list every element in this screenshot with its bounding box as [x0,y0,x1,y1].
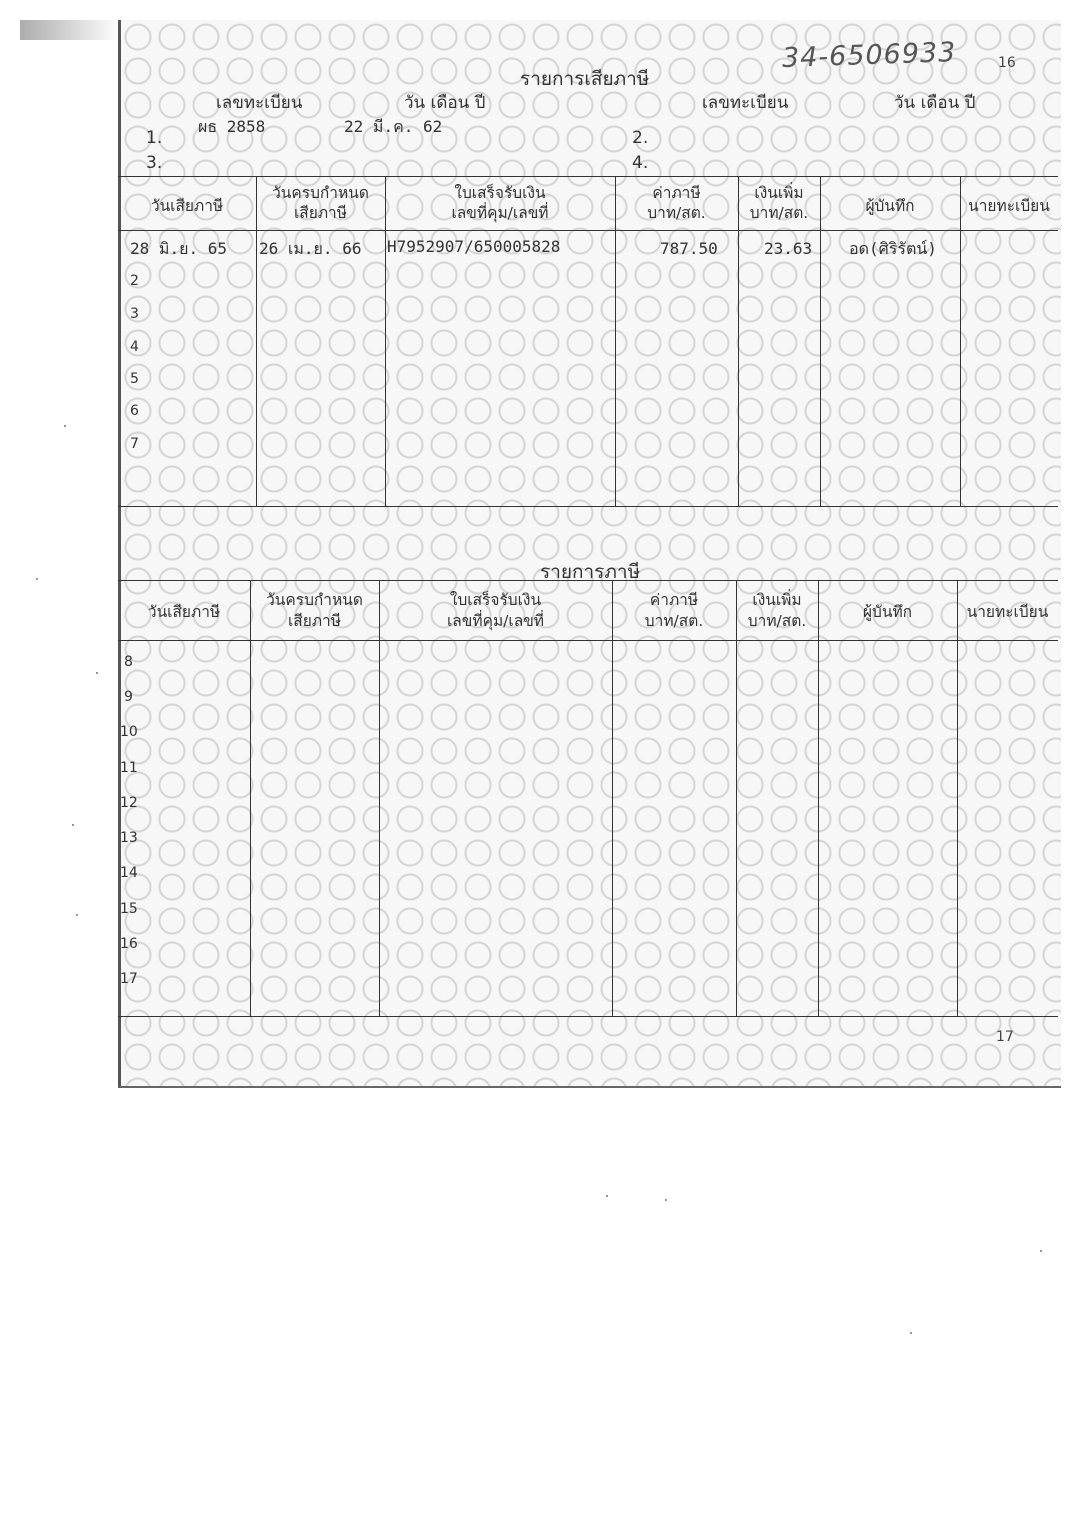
col-header-due-date-2: เสียภาษี [288,612,341,630]
section-title-tax-payments: รายการเสียภาษี [520,68,650,90]
reg-header-right: เลขทะเบียน [702,93,789,113]
registration-date: 22 มี.ค. 62 [344,117,443,136]
scan-speck [36,578,38,580]
tax-list-table [118,580,1058,1016]
scan-speck [606,1195,608,1197]
row1-surcharge: 23.63 [764,239,813,258]
row1-due-date: 26 เม.ย. 66 [259,239,362,258]
col-header-surcharge-1: เงินเพิ่ม [754,184,804,202]
page-number-bottom: 17 [996,1029,1014,1045]
col-header-due-date-2: เสียภาษี [294,204,347,222]
row1-tax-amount: 787.50 [660,239,718,258]
scan-shadow [20,20,120,40]
section-title-tax-list: รายการภาษี [540,561,641,583]
row-number: 6 [130,403,139,419]
col-header-tax-2: บาท/สต. [647,204,706,222]
col-header-receipt-2: เลขที่คุม/เลขที่ [451,204,549,222]
entry-index-4: 4. [632,153,649,173]
row1-recorder: อด(ศิริรัตน์) [849,239,937,258]
col-header-tax-2: บาท/สต. [644,612,704,630]
row-number: 11 [120,760,138,776]
tax-payment-table [118,176,1058,506]
col-header-tax-1: ค่าภาษี [652,184,701,202]
scan-speck [72,824,74,826]
row-number: 4 [130,339,139,355]
entry-index-2: 2. [632,128,649,148]
col-header-pay-date: วันเสียภาษี [147,603,221,621]
handwritten-number: 34-6506933 [781,36,957,75]
date-header-left: วัน เดือน ปี [404,93,486,113]
registration-plate: ผธ 2858 [198,117,266,136]
page-number-top: 16 [998,55,1016,71]
row-number: 7 [130,436,139,452]
col-header-due-date-1: วันครบกำหนด [266,591,363,609]
row1-receipt-number: H7952907/650005828 [387,237,561,256]
col-header-surcharge-2: บาท/สต. [747,612,807,630]
scan-speck [76,914,78,916]
row-number: 9 [124,689,133,705]
row-number: 3 [130,306,139,322]
col-header-surcharge-2: บาท/สต. [749,204,809,222]
col-header-pay-date: วันเสียภาษี [150,197,224,215]
entry-index-1: 1. [146,128,163,148]
row1-pay-date: 28 มิ.ย. 65 [130,239,227,258]
row-number: 12 [120,795,138,811]
col-header-surcharge-1: เงินเพิ่ม [752,591,802,609]
col-header-receipt-2: เลขที่คุม/เลขที่ [446,612,545,630]
reg-header-left: เลขทะเบียน [216,93,303,113]
col-header-recorder: ผู้บันทึก [862,603,913,621]
scan-speck [64,425,66,427]
scan-speck [665,1199,667,1201]
row-number: 8 [124,654,133,670]
col-header-registrar: นายทะเบียน [966,603,1049,621]
row-number: 17 [120,971,138,987]
row-number: 15 [120,901,138,917]
scan-speck [910,1332,912,1334]
col-header-recorder: ผู้บันทึก [865,197,915,215]
entry-index-3: 3. [146,153,163,173]
col-header-due-date-1: วันครบกำหนด [272,184,369,202]
scan-speck [1040,1250,1042,1252]
row-number: 14 [120,865,138,881]
scan-speck [96,672,98,674]
row-number: 5 [130,371,139,387]
row-number: 10 [120,724,138,740]
col-header-tax-1: ค่าภาษี [649,591,699,609]
date-header-right: วัน เดือน ปี [894,93,976,113]
row-number: 2 [130,273,139,289]
col-header-registrar: นายทะเบียน [968,197,1050,215]
col-header-receipt-1: ใบเสร็จรับเงิน [454,184,546,202]
row-number: 16 [120,936,138,952]
row-number: 13 [120,830,138,846]
col-header-receipt-1: ใบเสร็จรับเงิน [449,591,542,609]
